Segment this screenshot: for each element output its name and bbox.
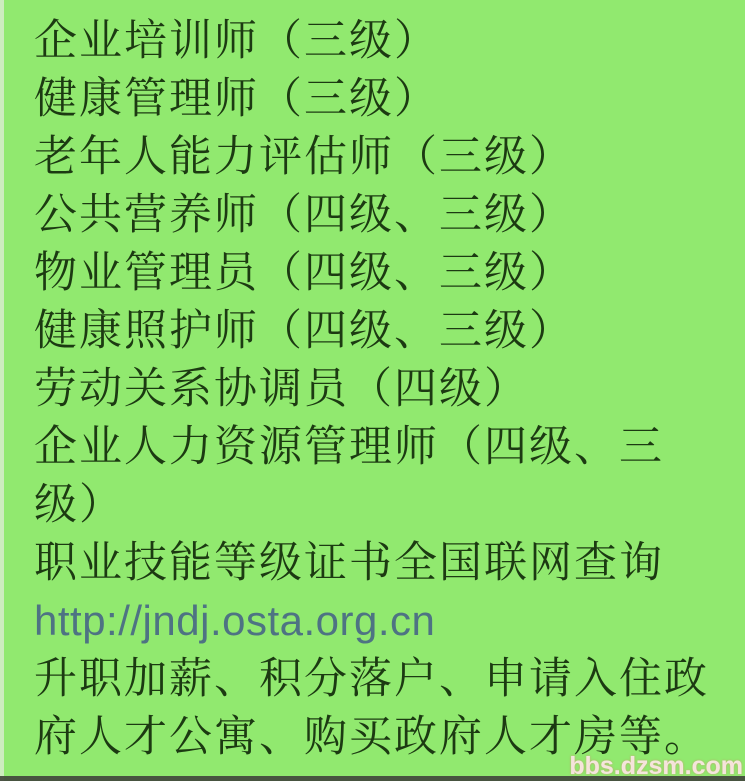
text-line-promo: 升职加薪、积分落户、申请入住政: [34, 655, 709, 703]
text-line-cert: 劳动关系协调员（四级）: [34, 365, 529, 413]
text-line-info: 职业技能等级证书全国联网查询: [34, 539, 664, 587]
text-line-cert: 物业管理员（四级、三级）: [34, 249, 574, 297]
message-lines: [34, 12, 737, 766]
url-link[interactable]: http://jndj.osta.org.cn: [34, 597, 436, 644]
text-line-promo: 府人才公寓、购买政府人才房等。: [34, 713, 709, 761]
text-line-cert-continuation: 级）: [34, 481, 124, 529]
text-line-cert: 老年人能力评估师（三级）: [34, 133, 574, 181]
watermark: bbs.dzsm.com: [569, 752, 743, 780]
text-line-cert: 公共营养师（四级、三级）: [34, 191, 574, 239]
text-line-cert: 企业培训师（三级）: [34, 17, 439, 65]
text-line-cert: 企业人力资源管理师（四级、三: [34, 423, 664, 471]
text-line-cert: 健康管理师（三级）: [34, 75, 439, 123]
text-line-cert: 健康照护师（四级、三级）: [34, 307, 574, 355]
